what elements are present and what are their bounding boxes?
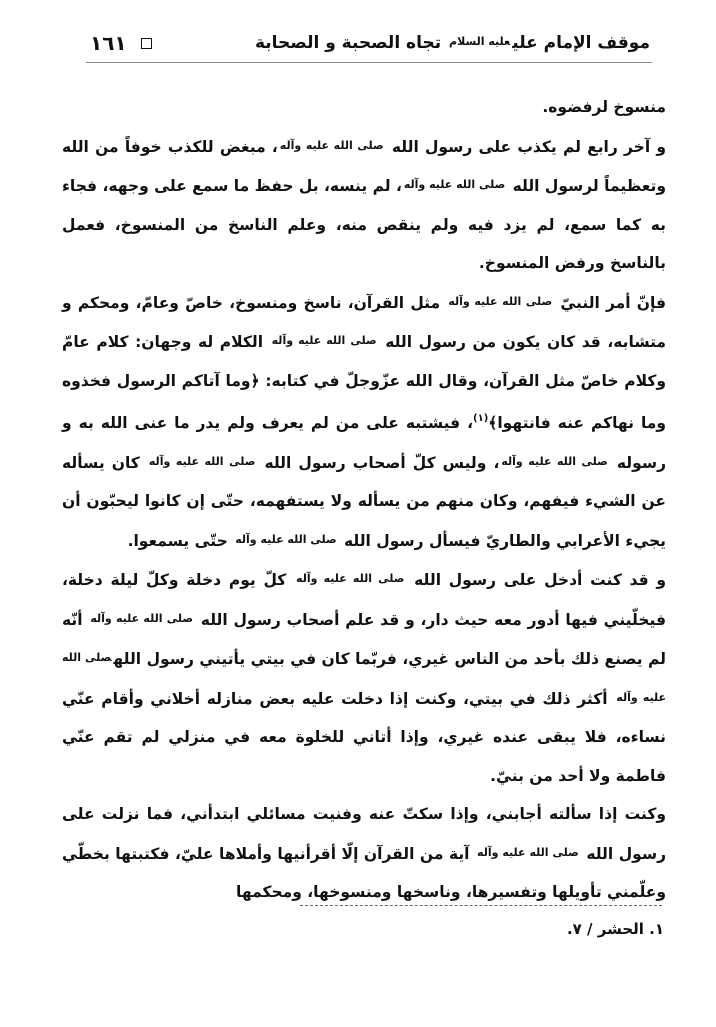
page-number: ١٦١ <box>90 31 127 55</box>
text-run: أكثر ذلك في بيتي، وكنت إذا دخلت عليه بعض منازله أخلاني وأقام عنّي نساءه، فلا يبقى عنده غيري، وإذا أتاني للخلوة معه في منزلي لم تقم عنّي فاطمة ولا أحد من بنيّ. <box>62 689 666 785</box>
text-run: آية من القرآن إلّا أقرأنيها وأملاها عليّ، فكتبتها بخطّي وعلّمني تأويلها وتفسيرها، وناسخها ومنسوخها، ومحكمها <box>62 844 666 901</box>
header-divider <box>86 62 652 63</box>
footnote: ١. الحشر / ٧. <box>566 920 664 938</box>
honorific-ligature: صلى الله عليه وآله <box>148 454 256 468</box>
header-honorific-ligature: عليه السلام <box>449 35 511 48</box>
text-run: كلّ يوم دخلة وكلّ ليلة دخلة، فيخلّيني فيها أدور معه حيث دار، و قد علم أصحاب رسول الله <box>62 571 666 629</box>
text-run: الكلام له وجهان: كلام عامّ وكلام خاصّ مثل القرآن، وقال الله عزّوجلّ في كتابه: ﴿وما آتاكم الرسول فخذوه وما نهاكم عنه فانتهوا﴾ <box>62 333 666 432</box>
honorific-ligature: صلى الله عليه وآله <box>235 532 337 546</box>
header-title-rest: تجاه الصحبة و الصحابة <box>254 33 442 53</box>
body-text <box>62 88 666 912</box>
honorific-ligature: صلى الله عليه وآله <box>448 294 553 308</box>
text-run: ، لم ينسه، بل حفظ ما سمع على وجهه، فجاء به كما سمع، لم يزد فيه ولم ينقص منه، وعلم الناسخ من المنسوخ، فعمل بالناسخ ورفض المنسوخ. <box>62 177 666 272</box>
header-square-ornament <box>141 38 152 49</box>
honorific-ligature: صلى الله عليه وآله <box>403 178 506 191</box>
text-run: حتّى يسمعوا. <box>127 531 228 550</box>
text-run: ، مبغض للكذب خوفاً من الله وتعظيماً لرسول الله <box>62 137 666 195</box>
header-title-main: موقف الإمام علي <box>512 33 650 53</box>
paragraph-4 <box>62 560 666 795</box>
header-page-group <box>90 31 152 55</box>
running-header <box>90 28 650 58</box>
text-run: و قد كنت أدخل على رسول الله <box>414 571 667 589</box>
text-run: أنّه لم يصنع ذلك بأحد من الناس غيري، فربّما كان في بيتي يأتيني رسول الله <box>62 610 666 668</box>
text-run: فإنّ أمر النبيّ <box>560 293 666 312</box>
text-run: و آخر رابع لم يكذب على رسول الله <box>391 137 666 156</box>
honorific-ligature: صلى الله عليه وآله <box>279 138 384 152</box>
text-run: ، وليس كلّ أصحاب رسول الله <box>264 453 500 472</box>
text-run: وكنت إذا سألته أجابني، وإذا سكتّ عنه وفنيت مسائلي ابتدأني، فما نزلت على رسول الله <box>62 805 667 863</box>
paragraph-1 <box>62 88 666 127</box>
text-run: كان يسأله عن الشيء فيفهم، وكان منهم من يسأله ولا يستفهمه، حتّى إن كانوا ليحبّون أن يجيء الأعرابي والطاريّ فيسأل رسول الله <box>62 453 666 550</box>
header-title <box>255 33 650 53</box>
honorific-ligature: صلى الله عليه وآله <box>90 611 193 625</box>
honorific-ligature: صلى الله عليه وآله <box>62 651 666 704</box>
paragraph-2 <box>62 127 666 283</box>
text-run: منسوخ لرفضوه. <box>542 98 666 116</box>
text-run: ، فيشتبه على من لم يعرف ولم يدر ما عنى الله به و رسوله <box>62 414 667 472</box>
honorific-ligature: صلى الله عليه وآله <box>296 572 405 585</box>
text-run: مثل القرآن، ناسخ ومنسوخ، خاصّ وعامّ، ومحكم و متشابه، قد كان يكون من رسول الله <box>62 293 667 351</box>
footnote-divider <box>300 905 662 906</box>
honorific-ligature: صلى الله عليه وآله <box>501 454 608 468</box>
honorific-ligature: صلى الله عليه وآله <box>271 334 377 347</box>
honorific-ligature: صلى الله عليه وآله <box>477 845 579 859</box>
paragraph-5 <box>62 795 666 912</box>
paragraph-3 <box>62 283 666 561</box>
footnote-reference[interactable]: (١) <box>473 413 489 424</box>
